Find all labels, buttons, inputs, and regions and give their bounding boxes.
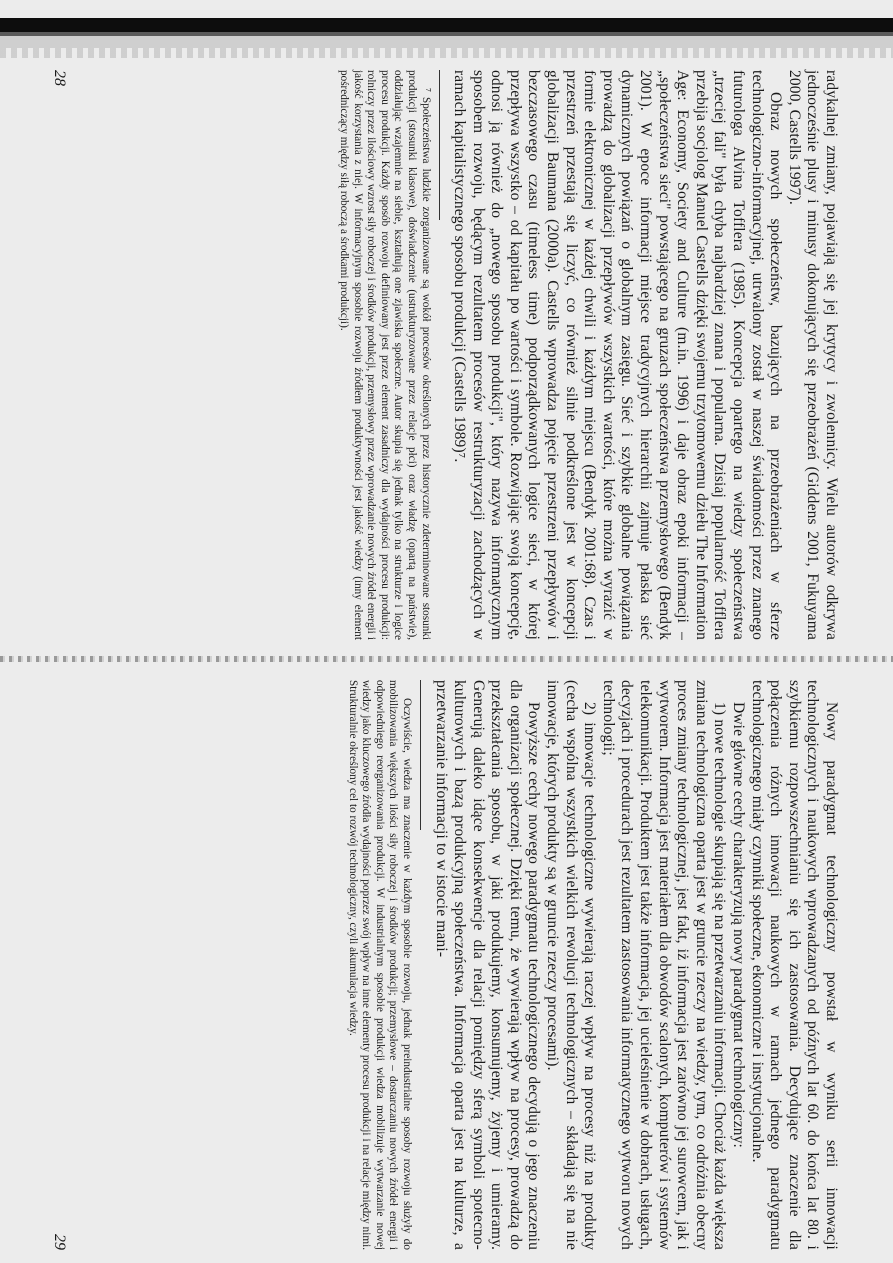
paragraph: Powyższe cechy nowego paradygmatu technologicznego decydują o jego znaczeniu dla organizacji społecznej. Dzięki temu, że wywierają wpływ na procesy, prowadzą do przekształcania sposobu, w jaki produkujemy, konsumujemy, żyjemy i umieramy. Generują daleko idące konsekwencje dla relacji pomiędzy sferą symboli spotecno-kulturowych i bazą produkcyjną społeczeństwa. Informacja oparta jest na kulturze, a przetwarzanie informacji to w istocie mani- — [432, 680, 543, 1250]
footnote — [336, 70, 439, 640]
footnote-text: Oczywiście, wiedza ma znaczenie w każdym sposobie rozwoju, jednak preindustrialne sposoby rozwoju służyły do mobilizowania większych ilości siły roboczej i środków produkcji; przemysłowe – dostarczaniu nowych źródeł energii i odpowiedniego reorganizowania produkcji. W industrialnym sposobie produkcji wiedza mobilizuje wytwarzanie nowej wiedzy jako kluczowego źródła wydajności poprzez swój wpływ na inne elementy procesu produkcji i na relacje między nimi. Strukturalnie określony cel to rozwój technologiczny, czyli akumulacja wiedzy. — [346, 680, 413, 1250]
footnote — [345, 680, 421, 1250]
page-right — [50, 680, 840, 1250]
paragraph: 1) nowe technologie skupiają się na przetwarzaniu informacji. Chociaż każda większa zmiana technologiczna oparta jest w gruncie rzeczy na wiedzy, tym, co odróżnia obecny proces zmiany technologicznej, jest fakt, iż informacja jest zarówno jej surowcem, jak i wytworem. Informacja jest materiałem dla obwodów scalonych, komputerów i systemów telekomunikacji. Produktem jest także informacja, jej ucieleśnienie w dobrach, usługach, decyzjach i procedurach jest rezultatem zastosowania informatycznego wytworu nowych technologii; — [599, 680, 729, 1250]
paragraph: Nowy paradygmat technologiczny powstał w wyniku serii innowacji technologicznych i naukowych wprowadzanych od późnych lat 60. do końca lat 80. i szybkiemu rozpowszechnianiu się ich zastosowania. Decydujące znaczenie dla połączenia różnych innowacji naukowych w ramach jednego paradygmatu technologicznego miały czynniki społeczne, ekonomiczne i instytucjonalne. — [748, 680, 840, 1250]
scan-edge-bar — [0, 18, 893, 48]
page-number: 28 — [51, 70, 68, 86]
footnote-text: ⁷ Społeczeństwa ludzkie zorganizowane są wokół procesów określonych przez historycznie zdeterminowane stosunki produkcji (stosunki klasowe), doświadczenie (ustrukturyzowane przez relacje płci) oraz władzę (opartą na państwie), oddziałując wzajemnie na siebie, kształtują one zjawiska społeczne. Autor skupia się jednak tylko na strukturze i logice procesu produkcji. Każdy sposób rozwoju definiowany jest przez element zasadniczy dla wydajności procesu produkcji: rolniczy przez ilościowy wzrost siły roboczej i środków produkcji, przemysłowy przez wprowadzanie nowych źródeł energii i jakość korzystania z niej. W informacyjnym sposobie rozwoju źródłem produktywności jest jakość wiedzy (inny element pośredniczący między siłą roboczą a środkami produkcji). — [337, 70, 432, 640]
page-number: 29 — [51, 1234, 68, 1250]
paragraph: 2) innowacje technologiczne wywierają raczej wpływ na procesy niż na produkty (cecha wspólna wszystkich wielkich rewolucji technologicznych – składają się na nie innowacje, których produkty są w gruncie rzeczy procesami). — [544, 680, 599, 1250]
paragraph: Dwie główne cechy charakteryzują nowy paradygmat technologiczny: — [730, 702, 748, 1149]
body-text-left — [450, 70, 840, 640]
paragraph: radykalnej zmiany, pojawiają się jej krytycy i zwolennicy. Wielu autorów odkrywa jednocześnie plusy i minusy dokonujących się przeobrażeń (Giddens 2001, Fukuyama 2000, Castells 1997). — [785, 70, 840, 640]
page-fold-line — [0, 656, 893, 662]
body-text-right — [431, 680, 840, 1250]
paragraph: Obraz nowych społeczeństw, bazujących na przeobrażeniach w sferze technologiczno-informacyjnej, utrwalony został w naszej świadomości przez znanego futurologa Alvina Tofflera (1985). Koncepcja opartego na wiedzy społeczeństwa „trzeciej fali" była chyba najbardziej znana i popularna. Dzisiaj popularność Tofflera przebija socjolog Manuel Castells dzięki swojemu trzytomowemu dziełu The Information Age: Economy, Society and Culture (m.in. 1996) i daje obraz epoki informacji – „społeczeństwa sieci" powstającego na gruzach społeczeństwa przemysłowego (Bendyk 2001). W epoce informacji miejsce tradycyjnych hierarchii zajmuje płaska sieć dynamicznych powiązań o globalnym zasięgu. Sieć i szybkie globalne powiązania prowadzą do globalizacji przepływów wszystkich wartości, które można wyrazić w formie elektronicznej w każdej chwili i każdym miejscu (Bendyk 2001:68). Czas i przestrzeń przestają się liczyć, co również silnie podkreślone jest w koncepcji globalizacji Baumana (2000a). Castells wprowadza pojęcie przestrzeni przepływów i bezczasowego czasu (timeless time) podporządkowanych logice sieci, w której przepływa wszystko – od kapitału po wartości i symbole. Rozwijając swoją koncepcję, odnosi ją również do „nowego sposobu produkcji", który nazywa informatycznym sposobem rozwoju, będącym rezultatem procesów restrukturyzacji zachodzących w ramach kapitalistycznego sposobu produkcji (Castells 1989)⁷. — [451, 70, 785, 640]
page-left — [50, 70, 840, 640]
